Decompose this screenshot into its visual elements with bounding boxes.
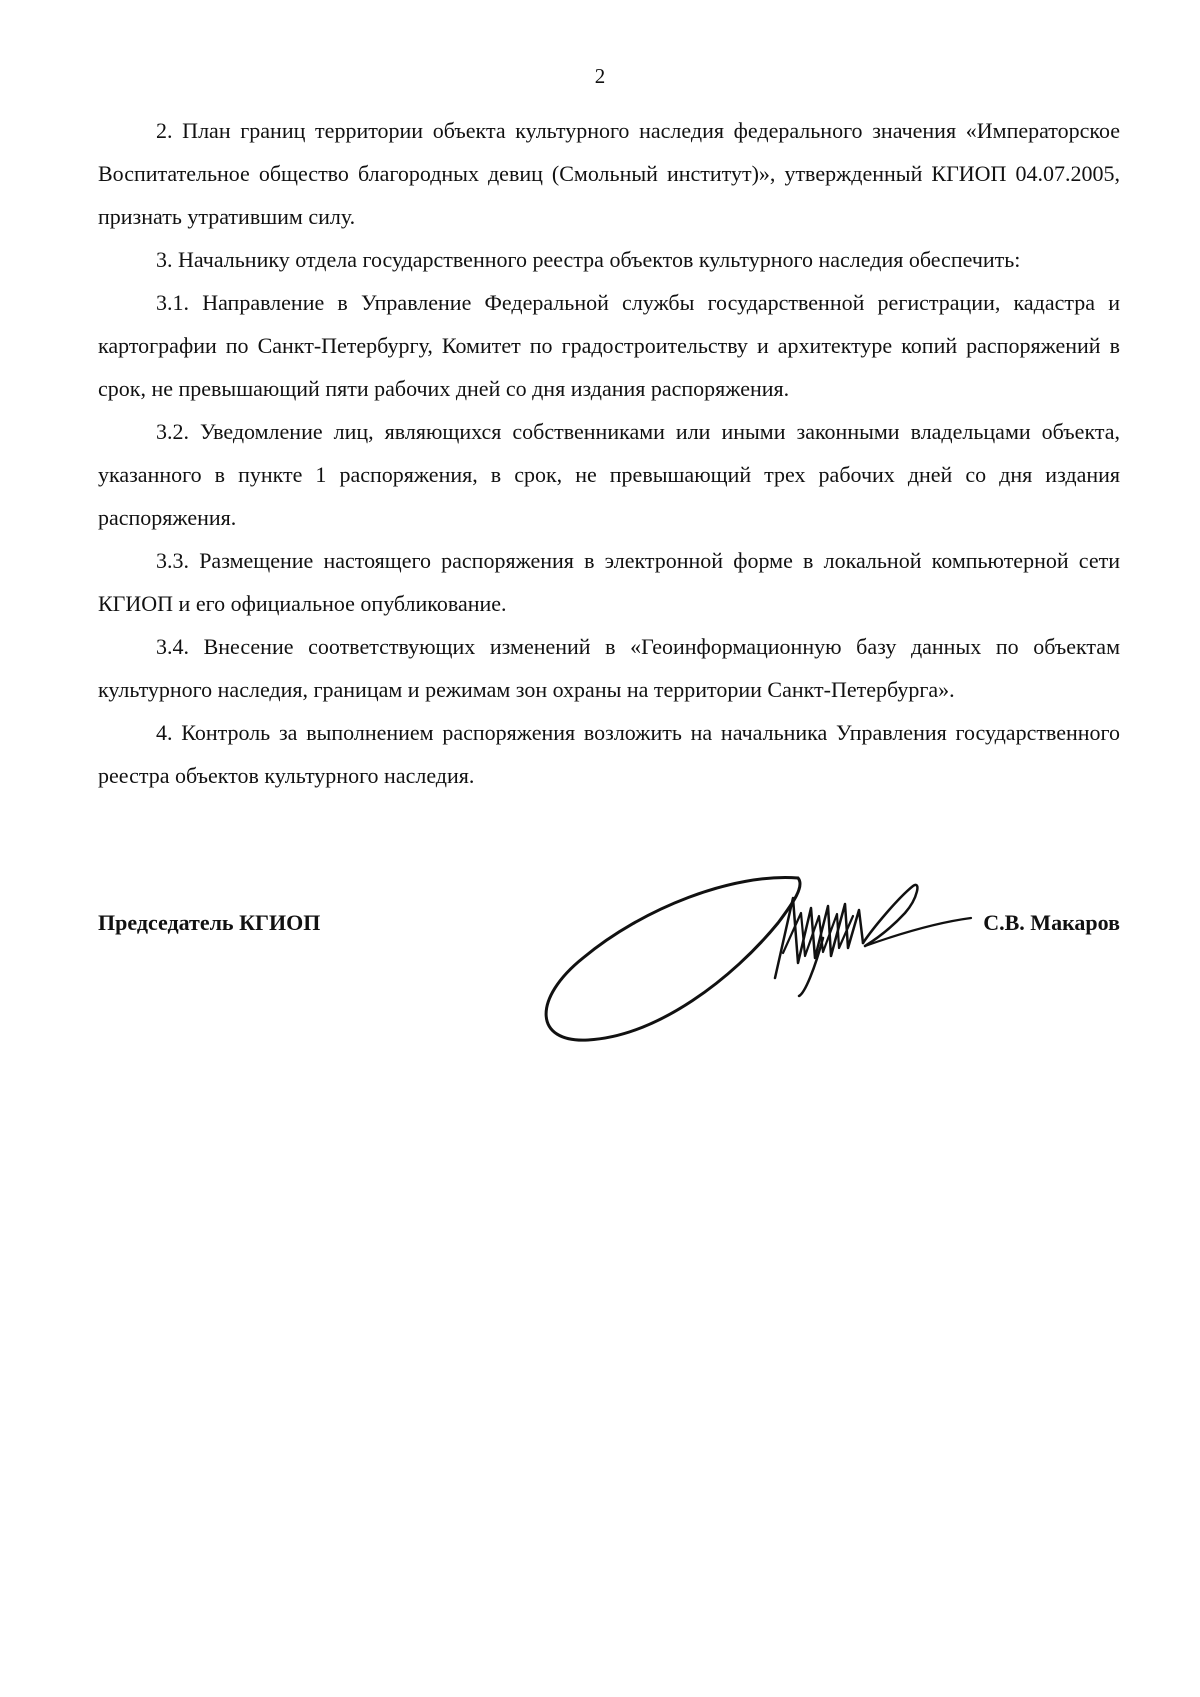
paragraph-3-4: 3.4. Внесение соответствующих изменений в «Геоинформационную базу данных по объектам культурного наследия, границам и режимам зон охраны на территории Санкт-Петербурга».	[98, 634, 1120, 702]
paragraph-3-1: 3.1. Направление в Управление Федеральной службы государственной регистрации, кадастра и картографии по Санкт-Петербургу, Комитет по градостроительству и архитектуре копий распоряжений в срок, не превышающий пяти рабочих дней со дня издания распоряжения.	[98, 290, 1120, 401]
paragraph-3-3: 3.3. Размещение настоящего распоряжения в электронной форме в локальной компьютерной сети КГИОП и его официальное опубликование.	[98, 548, 1120, 616]
paragraph-3-2: 3.2. Уведомление лиц, являющихся собственниками или иными законными владельцами объекта, указанного в пункте 1 распоряжения, в срок, не превышающий трех рабочих дней со дня издания распоряжения.	[98, 419, 1120, 530]
signature-underline-stroke	[865, 918, 971, 946]
paragraph-4: 4. Контроль за выполнением распоряжения возложить на начальника Управления государственного реестра объектов культурного наследия.	[98, 720, 1120, 788]
page-number: 2	[594, 64, 606, 88]
handwritten-signature	[493, 868, 973, 1068]
paragraph-3: 3. Начальнику отдела государственного реестра объектов культурного наследия обеспечить:	[156, 247, 1021, 272]
signatory-title: Председатель КГИОП	[98, 910, 321, 935]
signatory-name: С.В. Макаров	[983, 910, 1120, 935]
document-body	[98, 109, 1120, 797]
paragraph-2: 2. План границ территории объекта культурного наследия федерального значения «Императорское Воспитательное общество благородных девиц (Смольный институт)», утвержденный КГИОП 04.07.2005, признать утратившим силу.	[98, 118, 1120, 229]
signature-loop-stroke	[546, 878, 800, 1041]
signature-block	[98, 886, 1120, 1086]
